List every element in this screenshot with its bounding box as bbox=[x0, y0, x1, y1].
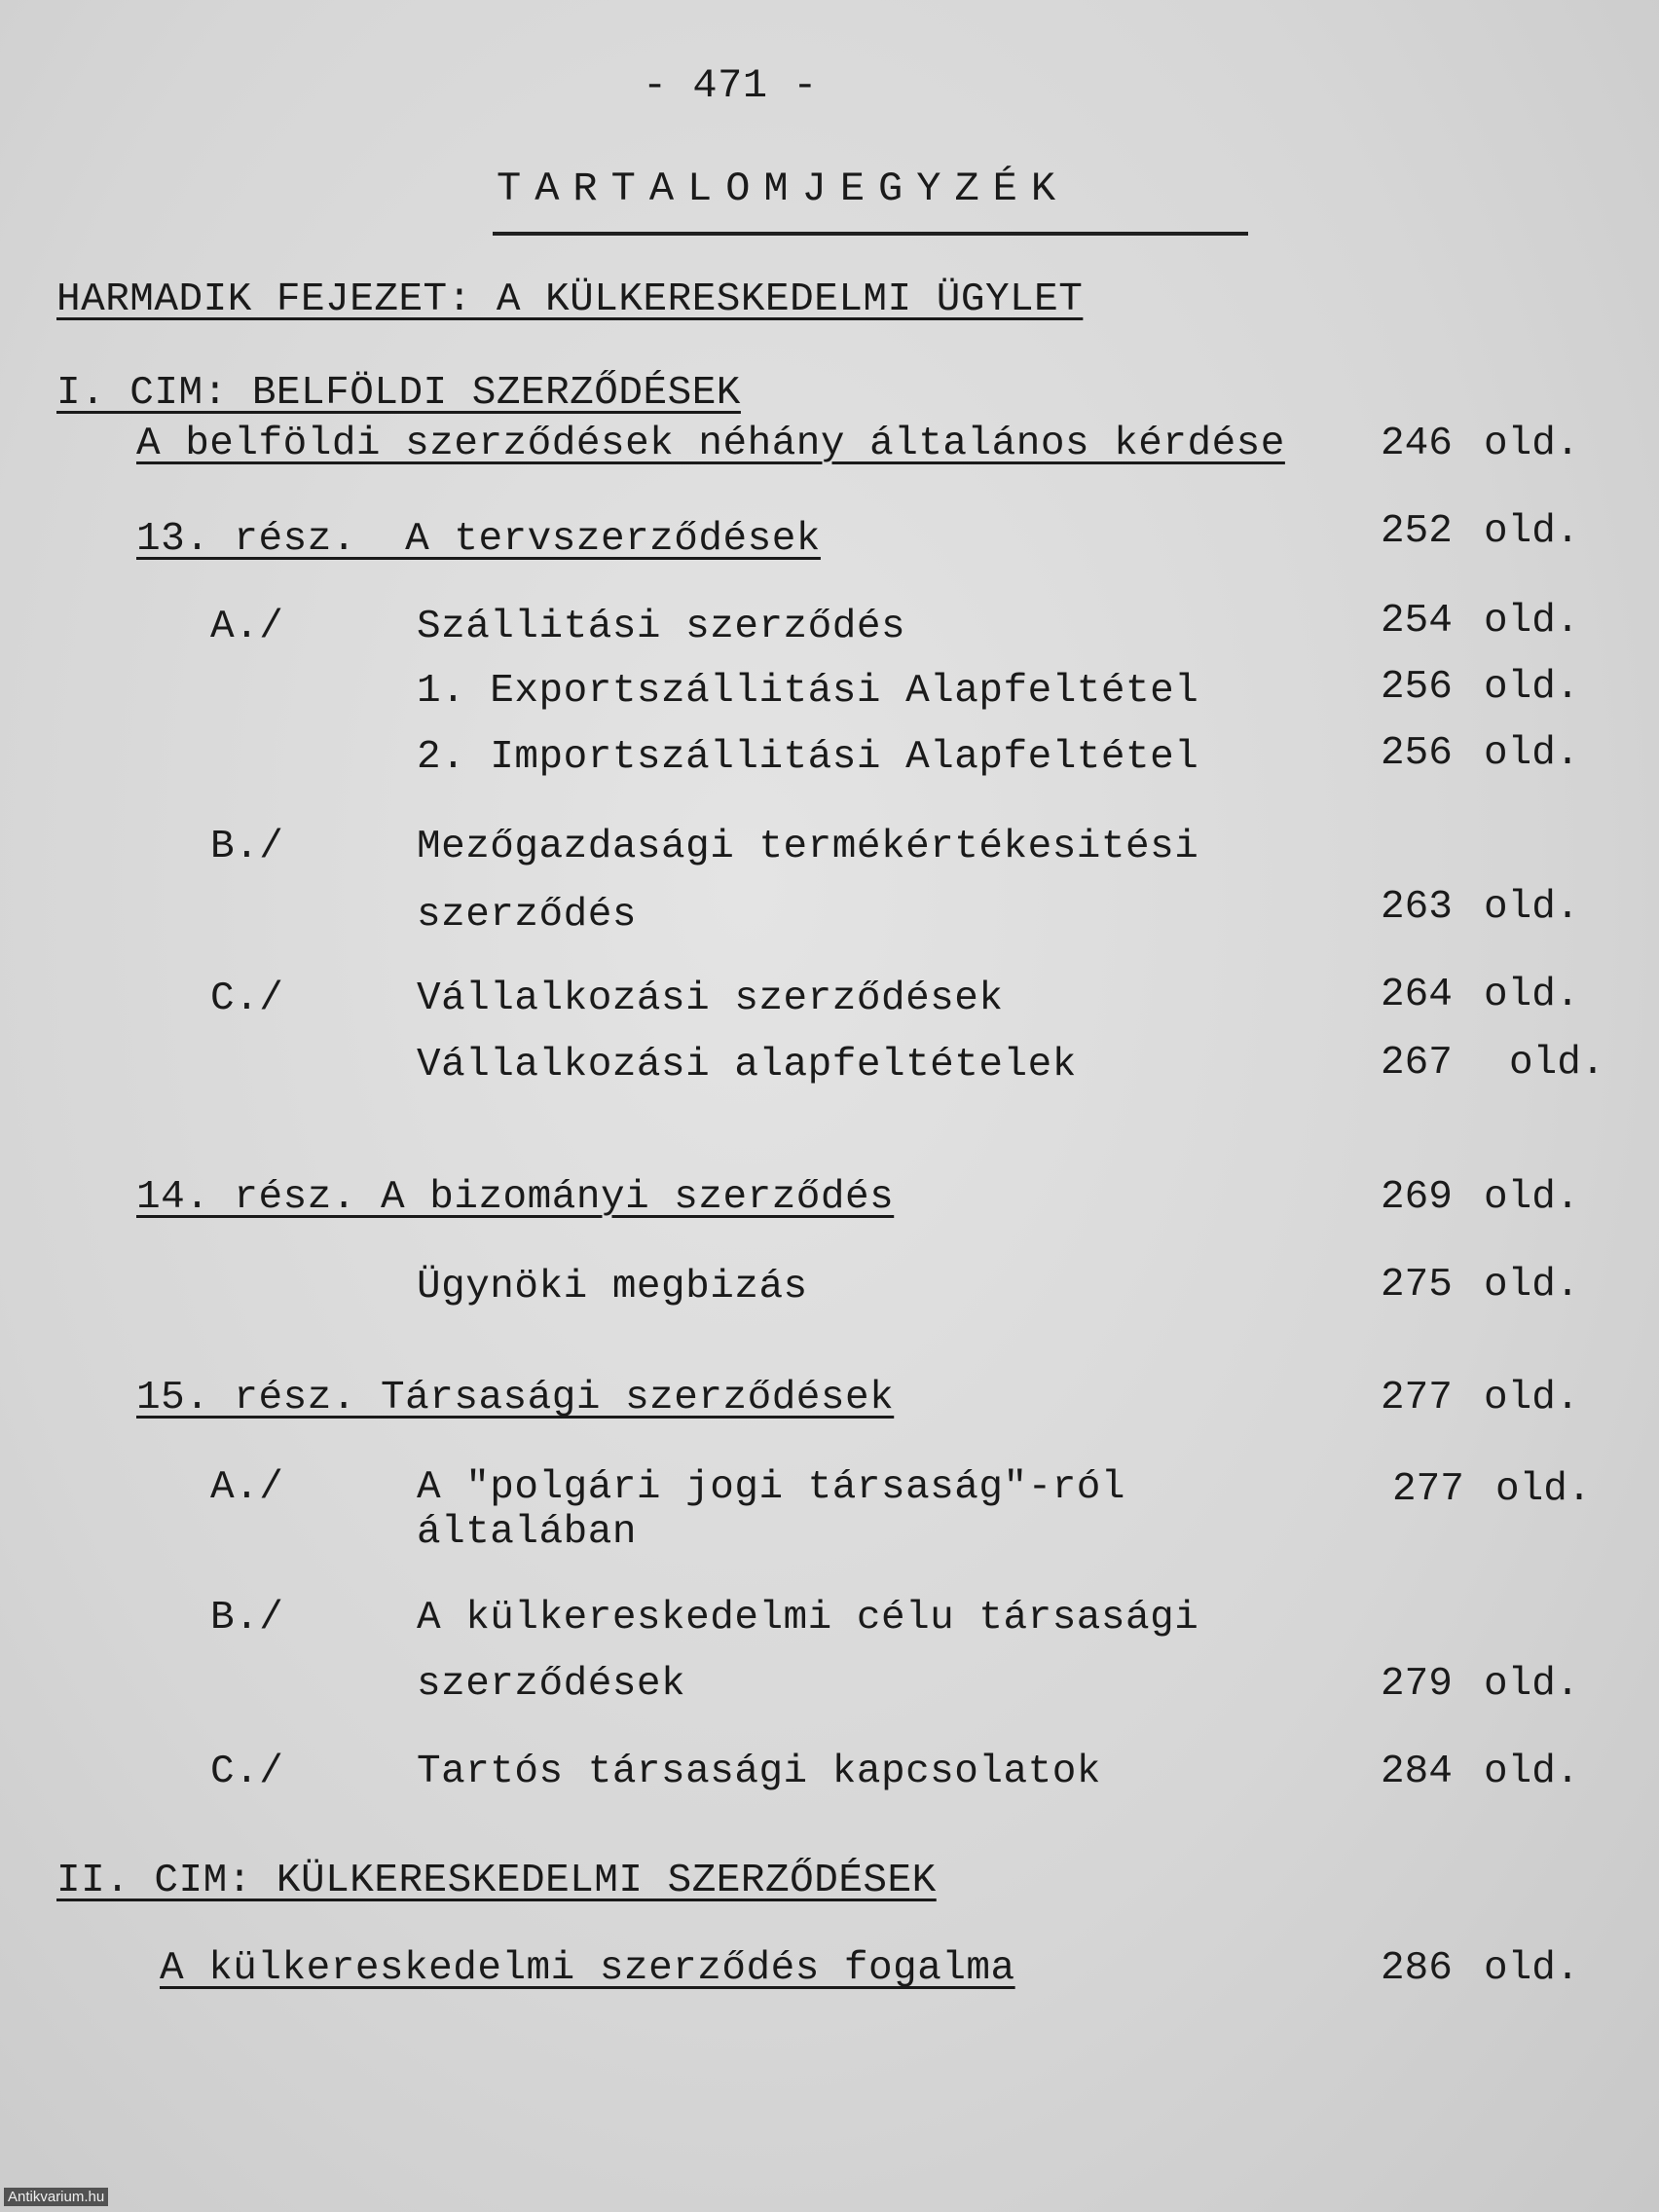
toc-entry-page: 256 bbox=[1381, 731, 1453, 776]
toc-entry-suffix: old. bbox=[1484, 885, 1580, 930]
toc-entry-label: A./ bbox=[210, 605, 284, 649]
toc-entry-text: A belföldi szerződések néhány általános kérdése bbox=[136, 422, 1285, 466]
toc-entry-label: A./ bbox=[210, 1465, 284, 1510]
toc-entry-text: 1. Exportszállitási Alapfeltétel bbox=[417, 669, 1199, 714]
toc-entry-text: Tartós társasági kapcsolatok bbox=[417, 1750, 1101, 1794]
toc-entry-page: 286 bbox=[1381, 1946, 1453, 1991]
toc-entry-page: 254 bbox=[1381, 599, 1453, 644]
toc-entry-text: A külkereskedelmi célu társasági bbox=[417, 1596, 1199, 1641]
toc-entry-page: 275 bbox=[1381, 1263, 1453, 1308]
toc-entry-text: Ügynöki megbizás bbox=[417, 1265, 808, 1309]
toc-entry-suffix: old. bbox=[1484, 1376, 1580, 1420]
toc-entry-suffix: old. bbox=[1484, 1662, 1580, 1707]
toc-entry-text: Mezőgazdasági termékértékesitési bbox=[417, 825, 1199, 869]
toc-entry-suffix: old. bbox=[1484, 422, 1580, 466]
toc-entry-page: 277 bbox=[1381, 1376, 1453, 1420]
toc-entry-suffix: old. bbox=[1484, 665, 1580, 710]
toc-entry-page: 284 bbox=[1381, 1750, 1453, 1794]
toc-entry-text: 15. rész. Társasági szerződések bbox=[136, 1376, 895, 1420]
toc-entry-text: 13. rész. A tervszerződések bbox=[136, 517, 821, 562]
toc-entry-label: B./ bbox=[210, 825, 284, 869]
toc-entry-suffix: old. bbox=[1509, 1041, 1605, 1086]
toc-entry-label: C./ bbox=[210, 977, 284, 1021]
watermark: Antikvarium.hu bbox=[4, 2188, 108, 2206]
chapter-heading: HARMADIK FEJEZET: A KÜLKERESKEDELMI ÜGYLET bbox=[56, 277, 1084, 322]
toc-entry-page: 264 bbox=[1381, 973, 1453, 1017]
toc-entry-suffix: old. bbox=[1484, 1946, 1580, 1991]
toc-entry-text: Vállalkozási szerződések bbox=[417, 977, 1004, 1021]
toc-entry-label: B./ bbox=[210, 1596, 284, 1641]
toc-entry-text: 2. Importszállitási Alapfeltétel bbox=[417, 735, 1199, 780]
toc-entry-page: 246 bbox=[1381, 422, 1453, 466]
toc-entry-suffix: old. bbox=[1484, 599, 1580, 644]
title-underline bbox=[493, 232, 1248, 236]
toc-entry-page: 269 bbox=[1381, 1175, 1453, 1220]
toc-entry-label: C./ bbox=[210, 1750, 284, 1794]
toc-entry-text: Vállalkozási alapfeltételek bbox=[417, 1043, 1077, 1088]
toc-entry-suffix: old. bbox=[1484, 973, 1580, 1017]
toc-entry-text: Szállitási szerződés bbox=[417, 605, 906, 649]
toc-entry-text: szerződések bbox=[417, 1662, 686, 1707]
toc-entry-page: 277 bbox=[1392, 1467, 1464, 1512]
toc-entry-text: 14. rész. A bizományi szerződés bbox=[136, 1175, 895, 1220]
toc-entry-page: 256 bbox=[1381, 665, 1453, 710]
toc-entry-suffix: old. bbox=[1484, 1750, 1580, 1794]
toc-entry-page: 279 bbox=[1381, 1662, 1453, 1707]
toc-entry-suffix: old. bbox=[1484, 509, 1580, 554]
section-heading-i-cim: I. CIM: BELFÖLDI SZERZŐDÉSEK bbox=[56, 371, 741, 416]
toc-entry-suffix: old. bbox=[1484, 731, 1580, 776]
toc-entry-text: általában bbox=[417, 1510, 637, 1555]
toc-entry-page: 267 bbox=[1381, 1041, 1453, 1086]
toc-entry-suffix: old. bbox=[1484, 1175, 1580, 1220]
toc-entry-text: szerződés bbox=[417, 893, 637, 938]
page-number: - 471 - bbox=[643, 62, 818, 109]
toc-entry-suffix: old. bbox=[1484, 1263, 1580, 1308]
toc-entry-text: A külkereskedelmi szerződés fogalma bbox=[160, 1946, 1015, 1991]
toc-entry-suffix: old. bbox=[1495, 1467, 1592, 1512]
toc-entry-page: 252 bbox=[1381, 509, 1453, 554]
toc-entry-text: A "polgári jogi társaság"-ról bbox=[417, 1465, 1126, 1510]
section-heading-ii-cim: II. CIM: KÜLKERESKEDELMI SZERZŐDÉSEK bbox=[56, 1859, 937, 1903]
document-title: TARTALOMJEGYZÉK bbox=[497, 166, 1070, 212]
toc-entry-page: 263 bbox=[1381, 885, 1453, 930]
